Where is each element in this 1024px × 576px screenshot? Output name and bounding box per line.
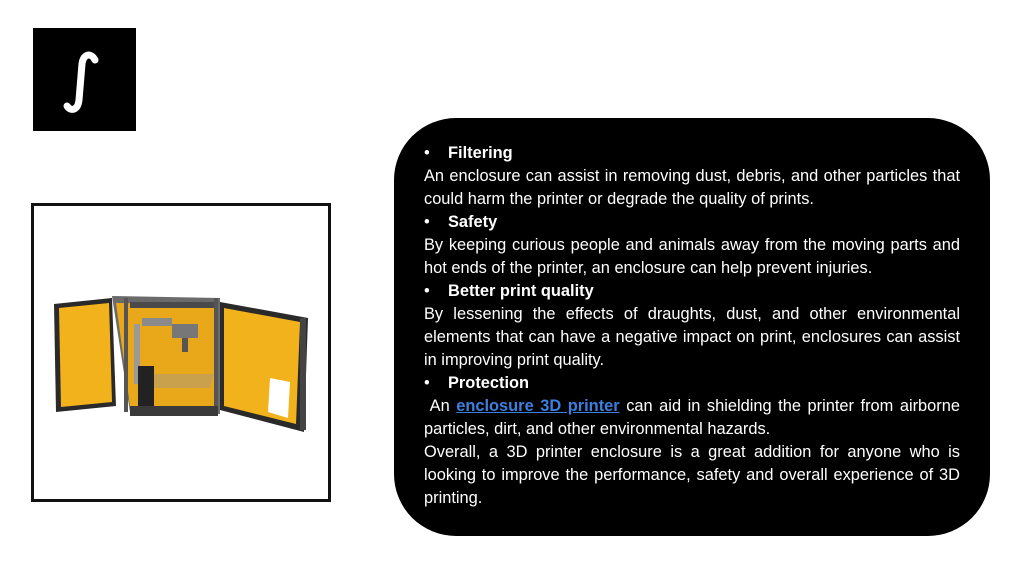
bullet-icon: • xyxy=(424,213,430,231)
section-text: By lessening the effects of draughts, dust, and other environmental elements that can have a negative impact on print, enclosures can assist in improving print quality. xyxy=(424,305,960,369)
features-content xyxy=(424,142,960,510)
bullet-better-print-quality xyxy=(424,280,960,303)
protection-text-before: An xyxy=(424,397,457,415)
bullet-icon: • xyxy=(424,282,430,300)
bullet-protection xyxy=(424,372,960,395)
integral-logo-icon xyxy=(33,28,136,131)
bullet-icon: • xyxy=(424,144,430,162)
section-heading: Safety xyxy=(448,213,498,231)
3d-printer-enclosure-image xyxy=(34,206,328,499)
enclosure-3d-printer-link[interactable]: enclosure 3D printer xyxy=(456,397,620,415)
section-text xyxy=(424,395,960,441)
bullet-icon: • xyxy=(424,374,430,392)
section-heading: Filtering xyxy=(448,144,513,162)
bullet-filtering xyxy=(424,142,960,165)
protection-text-after: can aid in shielding the printer from airborne particles, dirt, and other environmental hazards. xyxy=(424,397,960,438)
section-heading: Protection xyxy=(448,374,530,392)
conclusion-text: Overall, a 3D printer enclosure is a great addition for anyone who is looking to improve the performance, safety and overall experience of 3D printing. xyxy=(424,443,960,507)
logo xyxy=(33,28,136,131)
bullet-safety xyxy=(424,211,960,234)
section-heading: Better print quality xyxy=(448,282,594,300)
product-image-frame xyxy=(31,203,331,502)
section-text: By keeping curious people and animals away from the moving parts and hot ends of the printer, an enclosure can help prevent injuries. xyxy=(424,236,960,277)
section-text: An enclosure can assist in removing dust, debris, and other particles that could harm the printer or degrade the quality of prints. xyxy=(424,167,960,208)
